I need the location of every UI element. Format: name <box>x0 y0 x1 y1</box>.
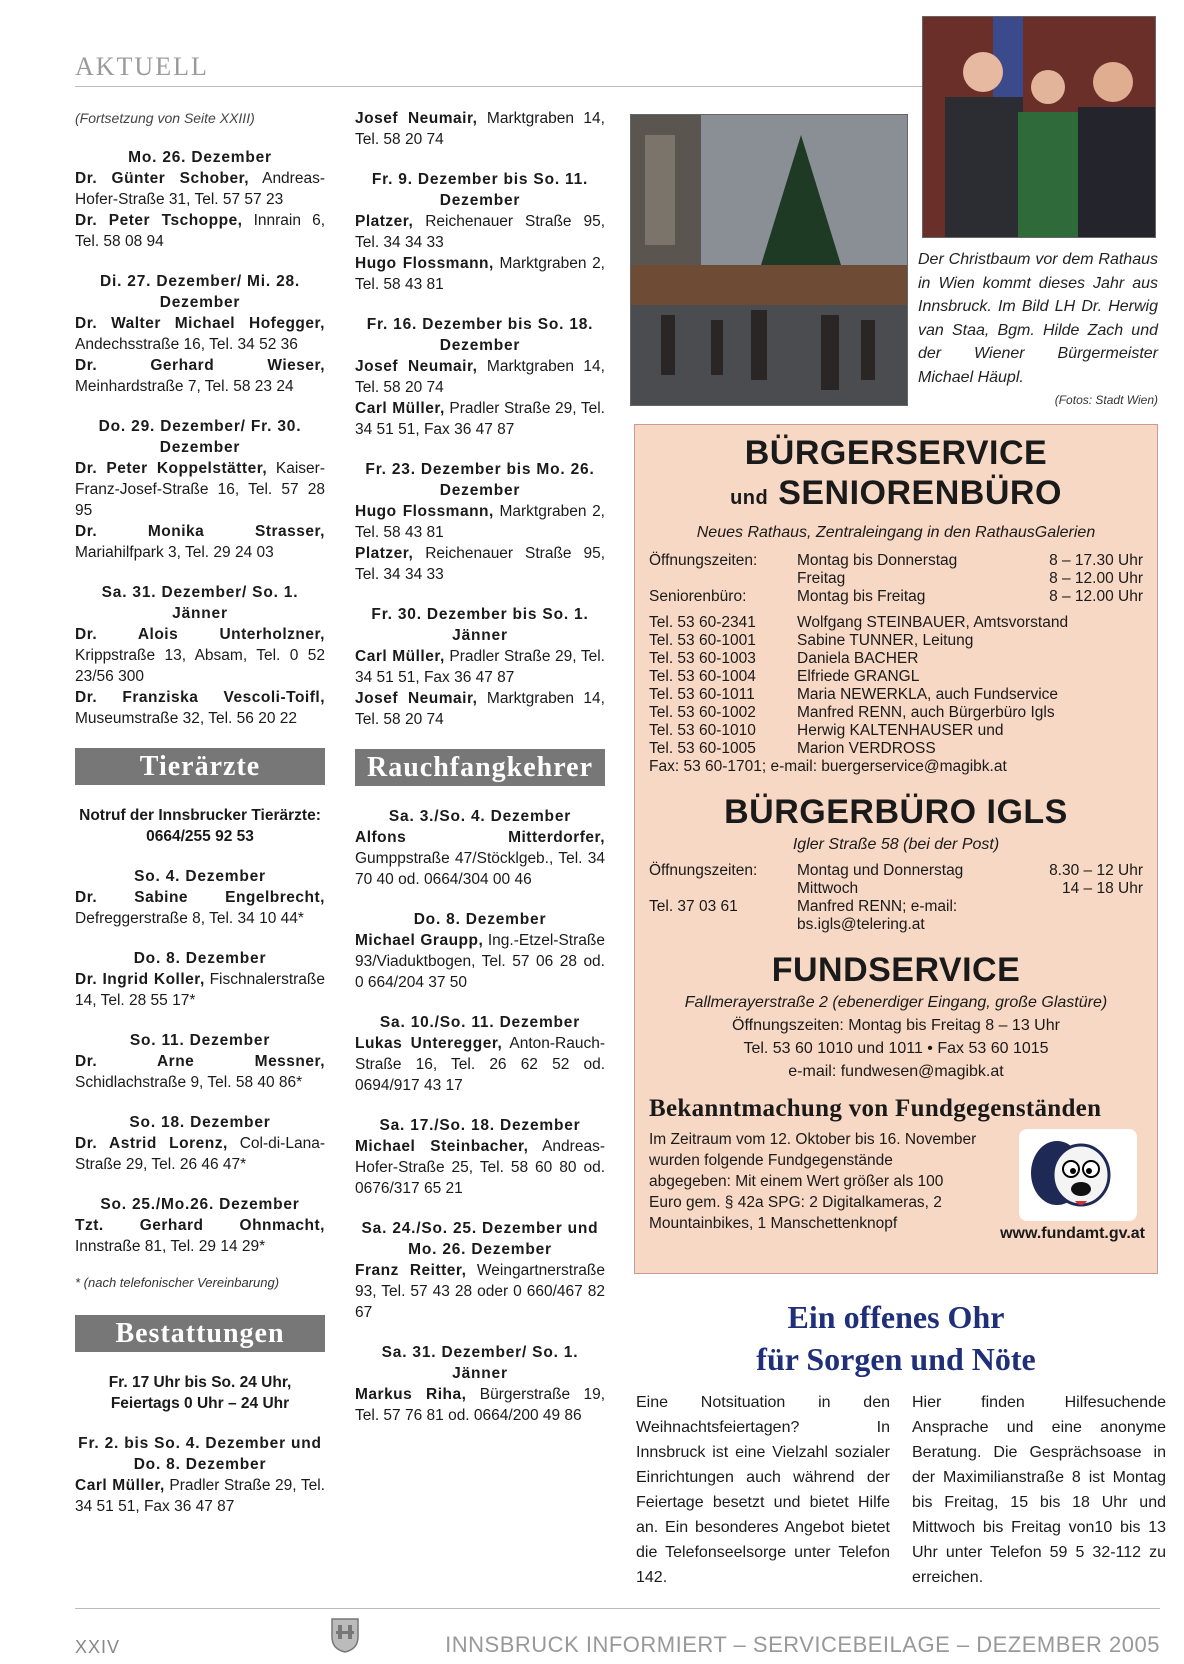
city-crest-icon <box>330 1617 360 1653</box>
rauchfangkehrer-block <box>355 1342 605 1426</box>
service-staff-row-cell: Tel. 53 60-2341 <box>649 614 756 631</box>
tierarzt-date: So. 4. Dezember <box>134 868 266 885</box>
footer-title: INNSBRUCK INFORMIERT – SERVICEBEILAGE – DEZEMBER 2005 <box>445 1632 1160 1657</box>
notdienst-date: Mo. 26. Dezember <box>128 149 272 166</box>
fundservice-title: FUNDSERVICE <box>771 951 1021 989</box>
top-rule <box>75 86 925 87</box>
tierarzt-block <box>75 1194 325 1257</box>
bekanntmachung-title: Bekanntmachung von Fundgegenständen <box>649 1095 1102 1122</box>
photo-caption: Der Christbaum vor dem Rathaus in Wien kommt dieses Jahr aus Innsbruck. Im Bild LH Dr. Herwig van Staa, Bgm. Hilde Zach und der Wiener Bürgermeister Michael Häupl. <box>918 251 1158 386</box>
continuation-note: (Fortsetzung von Seite XXIII) <box>75 110 255 126</box>
apotheke-entry: Hugo Flossmann, Marktgraben 2, Tel. 58 43 81 <box>355 503 605 541</box>
tierarzt-entry: Dr. Arne Messner, Schidlachstraße 9, Tel. 58 40 86* <box>75 1053 325 1091</box>
christmas-market-photo <box>630 114 908 406</box>
service-staff-row-cell: Wolfgang STEINBAUER, Amtsvorstand <box>797 614 1069 631</box>
arzt-entry: Dr. Peter Tschoppe, Innrain 6, Tel. 58 08 94 <box>75 212 326 250</box>
notdienst-date: Do. 29. Dezember/ Fr. 30. Dezember <box>98 418 302 456</box>
apotheke-entry: Platzer, Reichenauer Straße 95, Tel. 34 34 33 <box>355 213 605 251</box>
apotheke-date: Fr. 9. Dezember bis So. 11. Dezember <box>371 171 589 209</box>
apotheke-date: Fr. 23. Dezember bis Mo. 26. Dezember <box>365 461 595 499</box>
aerzte-block <box>75 582 325 729</box>
bestattungen-hours: Fr. 17 Uhr bis So. 24 Uhr, Feiertags 0 Uhr – 24 Uhr <box>108 1374 292 1412</box>
ohr-headline: Ein offenes Ohr für Sorgen und Nöte <box>756 1299 1036 1377</box>
apotheke-entry: Platzer, Reichenauer Straße 95, Tel. 34 34 33 <box>355 545 605 583</box>
dog-mascot-icon <box>1019 1129 1137 1221</box>
tierarzt-date: Do. 8. Dezember <box>133 950 267 967</box>
service-hours-row-cell: Öffnungszeiten: <box>649 552 758 569</box>
service-hours-row <box>649 588 1143 606</box>
banner-tieraerzte: Tierärzte <box>75 748 325 785</box>
service-staff-row <box>649 614 1143 632</box>
service-hours-row-cell: Montag bis Donnerstag <box>797 552 958 569</box>
column-apotheken <box>355 108 605 1445</box>
banner-rauchfangkehrer: Rauchfangkehrer <box>355 749 605 786</box>
rauchfangkehrer-entry: Alfons Mitterdorfer, Gumppstraße 47/Stöcklgeb., Tel. 34 70 40 od. 0664/304 00 46 <box>355 829 605 888</box>
section-header: AKTUELL <box>75 52 209 81</box>
bekanntmachung-text: Im Zeitraum vom 12. Oktober bis 16. November wurden folgende Fundgegenstände abgegeben: Mit einem Wert größer als 100 Euro gem. § 42a SPG: 2 Digitalkameras, 2 Mountainbikes, 1 Manschettenknopf <box>649 1131 977 1232</box>
rauchfangkehrer-block <box>355 1115 605 1199</box>
service-hours-row <box>649 570 1143 588</box>
rauchfangkehrer-block <box>355 1218 605 1323</box>
aerzte-block <box>75 271 325 397</box>
tierarzt-date: So. 18. Dezember <box>129 1114 271 1131</box>
buergerservice-title: BÜRGERSERVICE <box>744 434 1048 472</box>
service-staff-row-cell: Daniela BACHER <box>797 650 919 667</box>
ohr-text-col2: Hier finden Hilfesuchende Ansprache und eine anonyme Beratung. Die Gesprächsoase in der Maximilianstraße 8 ist Montag bis Freitag, 15 bis 18 Uhr und Mittwoch bis Freitag von10 bis 13 Uhr unter Telefon 59 5 32-112 zu erreichen. <box>912 1394 1166 1586</box>
fundservice-address: Fallmerayerstraße 2 (ebenerdiger Eingang, große Glastüre) <box>684 994 1108 1011</box>
arzt-entry: Dr. Gerhard Wieser, Meinhardstraße 7, Tel. 58 23 24 <box>75 357 325 395</box>
rauchfangkehrer-entry: Markus Riha, Bürgerstraße 19, Tel. 57 76 81 od. 0664/200 49 86 <box>355 1386 605 1424</box>
apotheke-entry: Carl Müller, Pradler Straße 29, Tel. 34 51 51, Fax 36 47 87 <box>355 400 605 438</box>
apotheke-entry: Carl Müller, Pradler Straße 29, Tel. 34 51 51, Fax 36 47 87 <box>355 648 605 686</box>
tierarzt-entry: Tzt. Gerhard Ohnmacht, Innstraße 81, Tel. 29 14 29* <box>75 1217 325 1255</box>
service-hours-row-cell: Montag bis Freitag <box>797 588 926 605</box>
rauchfangkehrer-date: Do. 8. Dezember <box>413 911 547 928</box>
service-staff-row-cell: Sabine TUNNER, Leitung <box>797 632 974 649</box>
aerzte-block <box>75 147 325 252</box>
apotheke-date: Fr. 30. Dezember bis So. 1. Jänner <box>371 606 589 644</box>
igls-hours-row <box>649 862 1143 880</box>
service-staff-row-cell: Elfriede GRANGL <box>797 668 920 685</box>
fundamt-link[interactable]: www.fundamt.gv.at <box>1000 1225 1145 1242</box>
arzt-entry: Dr. Monika Strasser, Mariahilfpark 3, Tel. 29 24 03 <box>75 523 325 561</box>
rauchfangkehrer-block <box>355 909 605 993</box>
service-staff-row-cell: Marion VERDROSS <box>797 740 936 757</box>
column-aerzte <box>75 108 325 1517</box>
tierarzt-entry: Dr. Astrid Lorenz, Col-di-Lana-Straße 29, Tel. 26 46 47* <box>75 1135 325 1173</box>
bestattungen-entry: Carl Müller, Pradler Straße 29, Tel. 34 51 51, Fax 36 47 87 <box>75 1477 325 1515</box>
service-staff-row <box>649 650 1143 668</box>
service-staff-row-cell: Tel. 53 60-1003 <box>649 650 756 667</box>
apotheke-block <box>355 459 605 585</box>
igls-hours-row-cell: 14 – 18 Uhr <box>1062 880 1143 897</box>
rauchfangkehrer-block <box>355 1012 605 1096</box>
service-staff-row-cell: Maria NEWERKLA, auch Fundservice <box>797 686 1059 703</box>
service-staff-row-cell: Tel. 53 60-1005 <box>649 740 756 757</box>
igls-hours-row <box>649 880 1143 898</box>
seniorenbuero-title: und SENIORENBÜRO <box>730 474 1062 512</box>
tierarzt-date: So. 11. Dezember <box>129 1032 271 1049</box>
arzt-entry: Dr. Franziska Vescoli-Toifl, Museumstraße 32, Tel. 56 20 22 <box>75 689 325 727</box>
service-hours-row-cell: 8 – 12.00 Uhr <box>1049 588 1143 605</box>
service-staff-row <box>649 632 1143 650</box>
fundservice-hours: Öffnungszeiten: Montag bis Freitag 8 – 13 Uhr <box>732 1017 1060 1034</box>
igls-hours-row-cell: Manfred RENN; e-mail: bs.igls@telering.at <box>797 898 958 933</box>
tierarzt-block <box>75 1112 325 1175</box>
buergerservice-box <box>634 424 1158 1274</box>
tierarzt-block <box>75 948 325 1011</box>
tierarzt-block <box>75 1030 325 1093</box>
igls-hours-row-cell: Montag und Donnerstag <box>797 862 964 879</box>
rauchfangkehrer-date: Sa. 10./So. 11. Dezember <box>379 1014 581 1031</box>
service-hours-row-cell: 8 – 12.00 Uhr <box>1049 570 1143 587</box>
aerzte-block <box>75 416 325 563</box>
page-number: XXIV <box>75 1637 121 1657</box>
service-staff-row-cell: Manfred RENN, auch Bürgerbüro Igls <box>797 704 1055 721</box>
rauchfangkehrer-entry: Michael Graupp, Ing.-Etzel-Straße 93/Viaduktbogen, Tel. 57 06 28 od. 0 664/204 37 50 <box>355 932 605 991</box>
rauchfangkehrer-entry: Lukas Unteregger, Anton-Rauch-Straße 16, Tel. 26 62 52 od. 0694/917 43 17 <box>355 1035 605 1094</box>
service-fax-email: Fax: 53 60-1701; e-mail: buergerservice@magibk.at <box>649 758 1007 775</box>
tierarzt-entry: Dr. Sabine Engelbrecht, Defreggerstraße 8, Tel. 34 10 44* <box>75 889 325 927</box>
notdienst-date: Di. 27. Dezember/ Mi. 28. Dezember <box>99 273 301 311</box>
igls-hours-row-cell: 8.30 – 12 Uhr <box>1049 862 1143 879</box>
service-staff-row <box>649 668 1143 686</box>
apotheke-block <box>355 314 605 440</box>
arzt-entry: Dr. Peter Koppelstätter, Kaiser-Franz-Josef-Straße 16, Tel. 57 28 95 <box>75 460 325 519</box>
service-staff-row-cell: Herwig KALTENHAUSER und <box>797 722 1004 739</box>
top-entry: Josef Neumair, Marktgraben 14, Tel. 58 20 74 <box>355 110 605 148</box>
notdienst-date: Sa. 31. Dezember/ So. 1. Jänner <box>101 584 299 622</box>
rauchfangkehrer-date: Sa. 24./So. 25. Dezember und Mo. 26. Dezember <box>361 1220 599 1258</box>
service-staff-row-cell: Tel. 53 60-1002 <box>649 704 756 721</box>
service-staff-row-cell: Tel. 53 60-1011 <box>649 686 755 703</box>
service-address: Neues Rathaus, Zentraleingang in den RathausGalerien <box>696 524 1096 541</box>
service-hours-row-cell: 8 – 17.30 Uhr <box>1049 552 1143 569</box>
rauchfangkehrer-date: Sa. 3./So. 4. Dezember <box>388 808 572 825</box>
fundservice-email: e-mail: fundwesen@magibk.at <box>788 1063 1004 1080</box>
service-staff-row-cell: Tel. 53 60-1010 <box>649 722 756 739</box>
service-staff-row <box>649 722 1143 740</box>
igls-title: BÜRGERBÜRO IGLS <box>724 793 1068 831</box>
apotheke-entry: Josef Neumair, Marktgraben 14, Tel. 58 20 74 <box>355 690 605 728</box>
ohr-text-col1: Eine Notsituation in den Weihnachtsfeiertagen? In Innsbruck ist eine Vielzahl sozialer Einrichtungen auch während der Feiertage besetzt und bietet Hilfe an. Ein besonderes Angebot bietet die Telefonseelsorge unter Telefon 142. <box>636 1394 890 1586</box>
apotheke-entry: Josef Neumair, Marktgraben 14, Tel. 58 20 74 <box>355 358 605 396</box>
service-staff-row <box>649 704 1143 722</box>
bottom-rule <box>75 1608 1160 1609</box>
politicians-photo <box>922 16 1156 238</box>
tierarzt-date: So. 25./Mo.26. Dezember <box>100 1196 300 1213</box>
tierarzt-block <box>75 866 325 929</box>
apotheke-block <box>355 169 605 295</box>
apotheke-date: Fr. 16. Dezember bis So. 18. Dezember <box>366 316 594 354</box>
igls-hours-row-cell: Mittwoch <box>797 880 859 897</box>
service-staff-row <box>649 686 1143 704</box>
service-hours-row-cell: Seniorenbüro: <box>649 588 747 605</box>
rauchfangkehrer-date: Sa. 17./So. 18. Dezember <box>379 1117 581 1134</box>
photo-credit: (Fotos: Stadt Wien) <box>1054 393 1158 407</box>
apotheke-entry: Hugo Flossmann, Marktgraben 2, Tel. 58 43 81 <box>355 255 605 293</box>
igls-hours-row <box>649 898 1143 934</box>
igls-hours-row-cell <box>649 880 797 898</box>
service-hours-row-cell: Freitag <box>797 570 846 587</box>
rauchfangkehrer-entry: Franz Reitter, Weingartnerstraße 93, Tel. 57 43 28 oder 0 660/467 82 67 <box>355 1262 605 1321</box>
service-staff-row-cell: Tel. 53 60-1004 <box>649 668 756 685</box>
footnote: * (nach telefonischer Vereinbarung) <box>75 1275 280 1290</box>
service-hours-row <box>649 552 1143 570</box>
bestattungen-date: Fr. 2. bis So. 4. Dezember und Do. 8. Dezember <box>78 1435 322 1473</box>
igls-hours-row-cell: Tel. 37 03 61 <box>649 898 738 915</box>
igls-address: Igler Straße 58 (bei der Post) <box>792 836 1000 853</box>
arzt-entry: Dr. Alois Unterholzner, Krippstraße 13, Absam, Tel. 0 52 23/56 300 <box>75 626 325 685</box>
fundservice-tel: Tel. 53 60 1010 und 1011 • Fax 53 60 1015 <box>743 1040 1049 1057</box>
rauchfangkehrer-block <box>355 806 605 890</box>
apotheke-block <box>355 604 605 730</box>
arzt-entry: Dr. Walter Michael Hofegger, Andechsstraße 16, Tel. 34 52 36 <box>75 315 325 353</box>
banner-bestattungen: Bestattungen <box>75 1315 325 1352</box>
rauchfangkehrer-date: Sa. 31. Dezember/ So. 1. Jänner <box>381 1344 579 1382</box>
service-staff-row-cell: Tel. 53 60-1001 <box>649 632 756 649</box>
tierarzt-entry: Dr. Ingrid Koller, Fischnalerstraße 14, Tel. 28 55 17* <box>75 971 325 1009</box>
notruf-tieraerzte: Notruf der Innsbrucker Tierärzte: 0664/255 92 53 <box>79 807 321 845</box>
service-staff-row <box>649 740 1143 758</box>
rauchfangkehrer-entry: Michael Steinbacher, Andreas-Hofer-Straße 25, Tel. 58 60 80 od. 0676/317 65 21 <box>355 1138 605 1197</box>
arzt-entry: Dr. Günter Schober, Andreas-Hofer-Straße 31, Tel. 57 57 23 <box>75 170 325 208</box>
igls-hours-row-cell: Öffnungszeiten: <box>649 862 758 879</box>
igls-hours-row-cell <box>1025 898 1143 934</box>
service-hours-row-cell <box>649 570 797 588</box>
